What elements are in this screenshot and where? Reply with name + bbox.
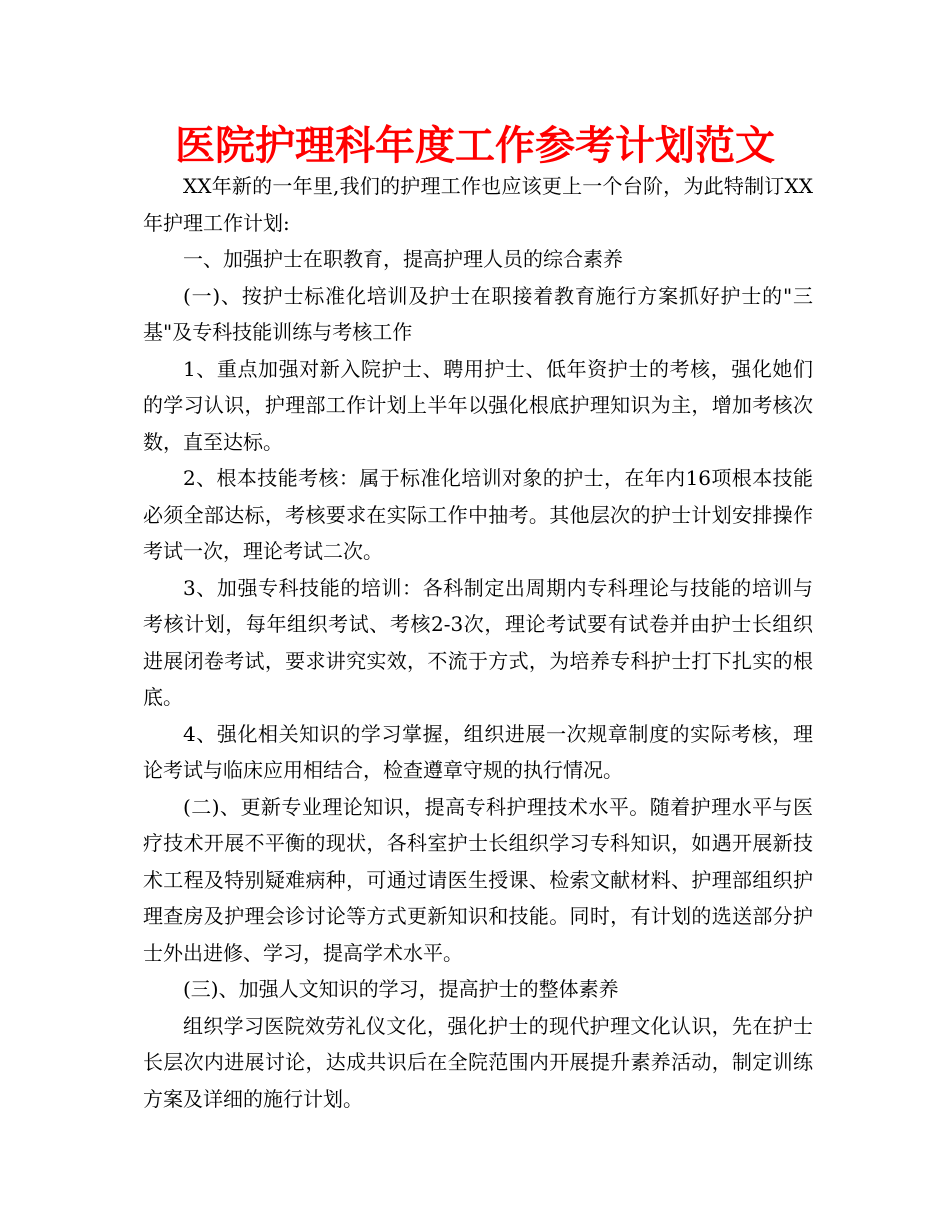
subsection-heading-1: (一)、按护士标准化培训及护士在职接着教育施行方案抓好护士的"三基"及专科技能训练与考核工作 [143, 283, 813, 344]
document-body [143, 168, 813, 1117]
paragraph-closing: 组织学习医院效劳礼仪文化，强化护士的现代护理文化认识，先在护士长层次内进展讨论，达成共识后在全院范围内开展提升素养活动，制定训练方案及详细的施行计划。 [143, 1013, 813, 1111]
paragraph-intro: XX年新的一年里,我们的护理工作也应该更上一个台阶，为此特制订XX年护理工作计划: [143, 174, 813, 235]
subsection-heading-3: (三)、加强人文知识的学习，提高护士的整体素养 [183, 977, 619, 1001]
paragraph-item-2: 2、根本技能考核：属于标准化培训对象的护士，在年内16项根本技能必须全部达标，考核要求在实际工作中抽考。其他层次的护士计划安排操作考试一次，理论考试二次。 [143, 466, 813, 563]
paragraph-item-4: 4、强化相关知识的学习掌握，组织进展一次规章制度的实际考核，理论考试与临床应用相结合，检查遵章守规的执行情况。 [143, 721, 813, 782]
subsection-heading-2: (二)、更新专业理论知识，提高专科护理技术水平。随着护理水平与医疗技术开展不平衡的现状，各科室护士长组织学习专科知识，如遇开展新技术工程及特别疑难病种，可通过请医生授课、检索文献材料、护理部组织护理查房及护理会诊讨论等方式更新知识和技能。同时，有计划的选送部分护士外出进修、学习，提高学术水平。 [143, 794, 813, 965]
section-heading-1: 一、加强护士在职教育，提高护理人员的综合素养 [183, 247, 623, 271]
paragraph-item-3: 3、加强专科技能的培训：各科制定出周期内专科理论与技能的培训与考核计划，每年组织考试、考核2-3次，理论考试要有试卷并由护士长组织进展闭卷考试，要求讲究实效，不流于方式，为培养专科护士打下扎实的根底。 [143, 575, 813, 709]
document-title: 医院护理科年度工作参考计划范文 [175, 123, 775, 169]
paragraph-item-1: 1、重点加强对新入院护士、聘用护士、低年资护士的考核，强化她们的学习认识，护理部工作计划上半年以强化根底护理知识为主，增加考核次数，直至达标。 [143, 356, 813, 454]
